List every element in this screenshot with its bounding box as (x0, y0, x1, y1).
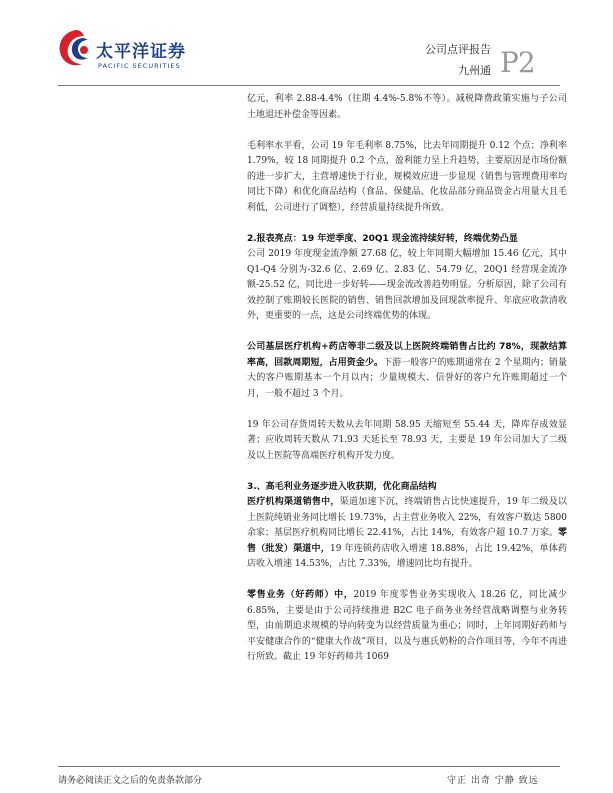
retail-channel-label: 零售（批发）渠道中， (247, 528, 567, 554)
paragraph-turnover: 19 年公司存货周转天数从去年同期 58.95 天缩短至 55.44 天，降库存成效显著；应收周转天数从 71.93 天延长至 78.93 天，主要是 19 年公司加大了二级及以上医院等高端医疗机构开发力度。 (247, 419, 567, 461)
paragraph-terminal-sales (247, 340, 567, 402)
logo-text-en: PACIFIC SECURITIES (98, 62, 181, 70)
section-3-heading: 3.、高毛利业务逐步进入收获期，优化商品结构 (247, 481, 437, 492)
paragraph-margin: 毛利率水平看，公司 19 年毛利率 8.75%，比去年同期提升 0.12 个点；净利率 1.79%，较 18 同期提升 0.2 个点，盈利能力呈上升趋势，主要原因是市场份额的进一步扩大，主营增速快于行业，规模效应进一步显现（销售与管理费用率均同比下降）和优化商品结构（食品、保健品、化妆品部分商品资金占用量大且毛利低，公司进行了调整），经营质量持续提升所致。 (247, 140, 567, 213)
logo-text-cn: 太平洋证券 (96, 42, 186, 62)
company-logo (58, 28, 198, 76)
paragraph-channels (247, 495, 567, 573)
section-2-heading: 2.报表亮点：19 年逆季度、20Q1 现金流持续好转，终端优势凸显 (247, 233, 518, 244)
paragraph-retail-business (247, 588, 567, 666)
retail-channel-text: 19 年连锁药店收入增速 18.88%，占比 19.42%，单体药店收入增速 14.53%，占比 7.33%，增速同比均有提升。 (247, 543, 567, 569)
retail-business-label: 零售业务（好药师）中， (247, 590, 354, 600)
terminal-sales-text: 下游一般客户的账期通常在 2 个星期内；销量大的客户账期基本一个月以内；少量规模大、信誉好的客户允许账期超过一个月，一般不超过 3 个月。 (247, 357, 567, 399)
page-number: P2 (500, 46, 535, 79)
logo-emblem-icon (58, 28, 94, 68)
footer-disclaimer: 请务必阅读正文之后的免责条款部分 (58, 776, 203, 786)
medical-channel-text: 渠道加速下沉，终端销售占比快速提升，19 年二级及以上医院纯销业务同比增长 19.73%，占主营业务收入 22%，有效客户数达 5800 余家；基层医疗机构同比增长 22.41%，占比 14%，有效客户超 10.7 万家。 (247, 497, 567, 538)
terminal-sales-highlight: 公司基层医疗机构+药店等非二级及以上医院终端销售占比约 78%，现款结算率高，回款周期短，占用资金少。 (247, 342, 567, 368)
paragraph-cashflow: 公司 2019 年度现金流净额 27.68 亿，较上年同期大幅增加 15.46 亿元，其中 Q1-Q4 分别为-32.6 亿、2.69 亿、2.83 亿、54.79 亿，20Q1 经营现金流净额-25.52 亿，同比进一步好转——现金流改善趋势明显。分析原因，除了公司有效控制了账期较长医院的销售、销售回款增加及回现款率提升、年底应收款清收外，更重要的一点，这是公司终端优势的体现。 (247, 249, 567, 321)
header-divider (58, 85, 560, 86)
footer-motto: 守正 出奇 宁静 致远 (447, 776, 539, 786)
company-name: 九州通 (458, 64, 491, 77)
retail-business-text: 2019 年度零售业务实现收入 18.26 亿，同比减少 6.85%，主要是由于公司持续推进 B2C 电子商务业务经营战略调整与业务转型，由前期追求规模的导向转变为以经营质量为重心；同时，上年同期好药师与平安健康合作的“健康大作战”项目，以及与惠氏奶粉的合作项目等，今年不再进行所致。截止 19 年好药师共 1069 (247, 590, 567, 662)
report-body (247, 92, 567, 666)
paragraph-interest-rate: 亿元，利率 2.88-4.4%（往期 4.4%-5.8%不等）。减税降费政策实施与子公司土地退还补偿金等因素。 (247, 94, 567, 120)
footer-divider (58, 766, 560, 767)
medical-channel-label: 医疗机构渠道销售中， (247, 497, 340, 507)
report-type: 公司点评报告 (425, 43, 491, 56)
